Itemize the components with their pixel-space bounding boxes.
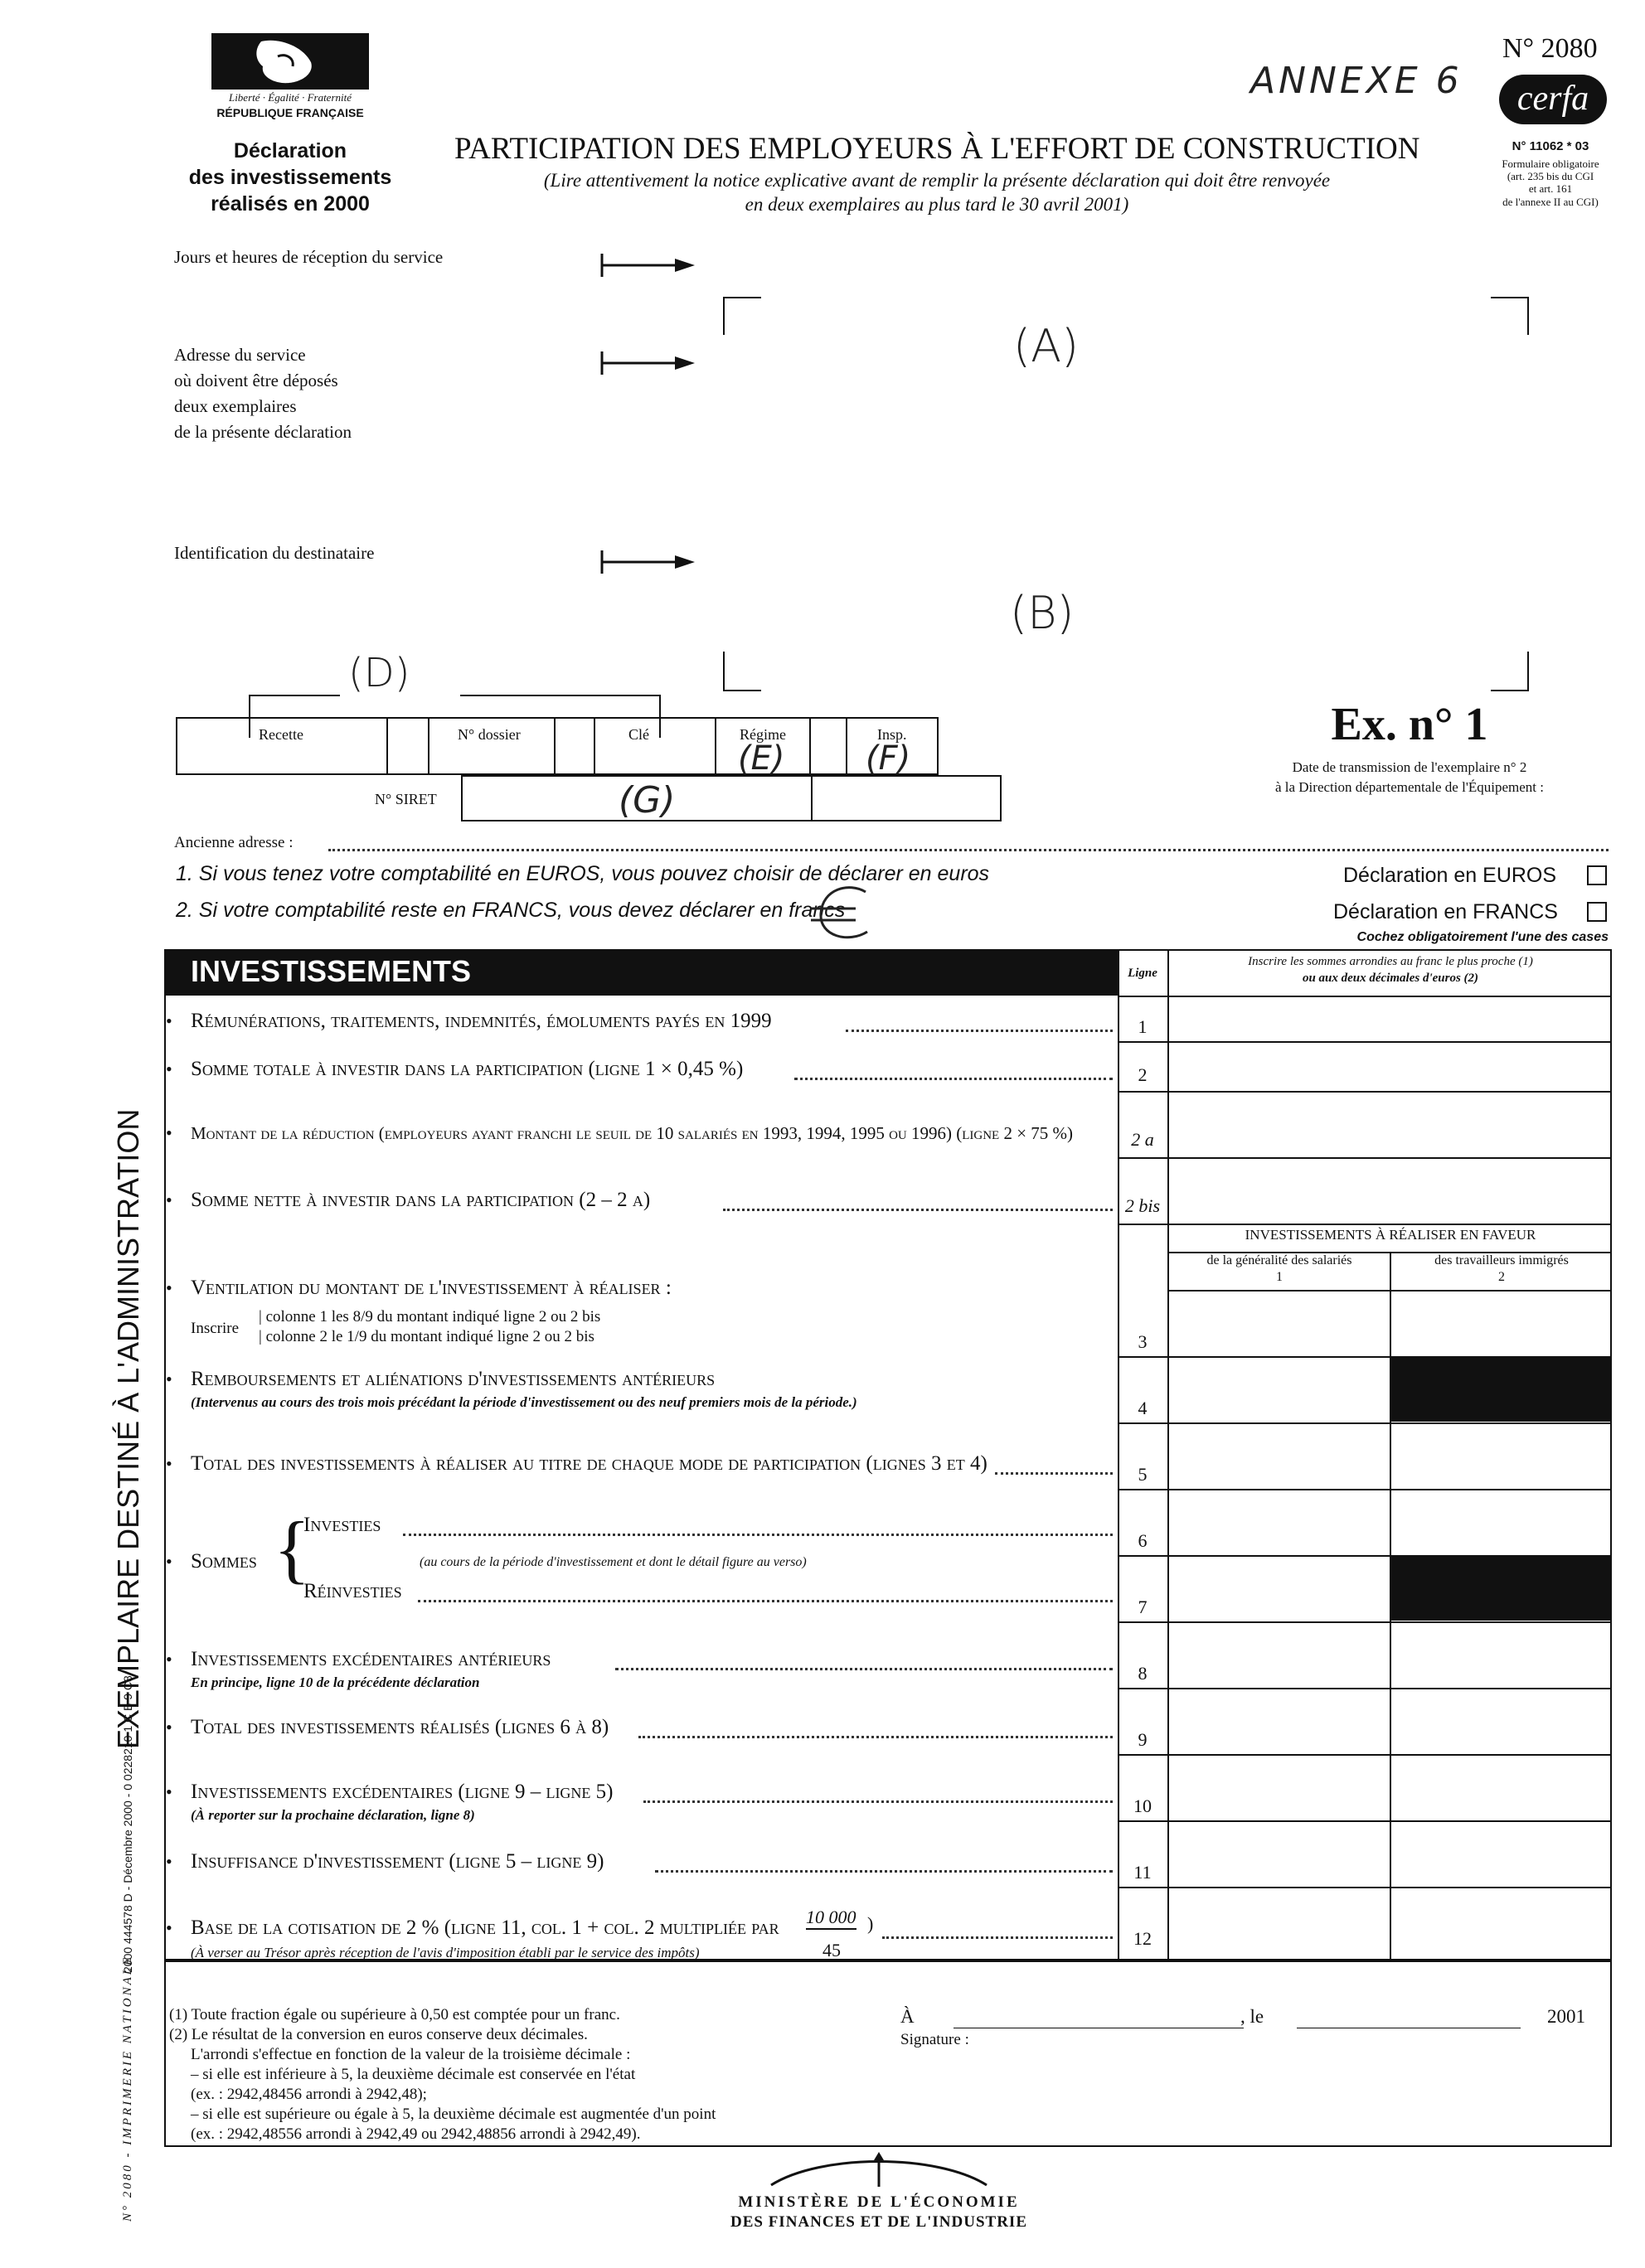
decl-euros-label: Déclaration en EUROS [1343, 864, 1557, 887]
row-label-2a: • Montant de la réduction (employeurs ayant franchi le seuil de 10 salariés en 1993, 1994, 1995 ou 1996) (ligne 2 × 75 %) [166, 1122, 1074, 1143]
fraction-close: ) [867, 1913, 874, 1934]
row-label-2: • Somme totale à investir dans la participation (ligne 1 × 0,45 %) [166, 1058, 744, 1080]
ligne-number: 8 [1138, 1663, 1148, 1684]
shaded-cell [1390, 1556, 1611, 1621]
obligatoire-1: Formulaire obligatoire [1502, 158, 1599, 170]
main-title: PARTICIPATION DES EMPLOYEURS À L'EFFORT DE CONSTRUCTION [454, 132, 1420, 166]
sommes-brace: { [274, 1506, 311, 1591]
cle-label: Clé [628, 726, 649, 743]
row-sub-8: En principe, ligne 10 de la précédente déclaration [191, 1674, 480, 1690]
decl-title-3: réalisés en 2000 [211, 192, 370, 216]
row-label-11: • Insuffisance d'investissement (ligne 5 – ligne 9) [166, 1850, 604, 1873]
inscrire-sub-2: | colonne 2 le 1/9 du montant indiqué ligne 2 ou 2 bis [259, 1328, 594, 1345]
row-label-9: • Total des investissements réalisés (lignes 6 à 8) [166, 1716, 609, 1738]
row-label-8: • Investissements excédentaires antérieurs [166, 1648, 551, 1670]
corner-mark [723, 297, 725, 335]
a-label: À [900, 2006, 915, 2027]
invest-header: INVESTISSEMENTS À RÉALISER EN FAVEUR [1245, 1227, 1536, 1243]
bracket-line [460, 695, 659, 696]
footnote-5: (ex. : 2942,48456 arrondi à 2942,48); [191, 2086, 427, 2103]
arrow-icon [599, 545, 698, 579]
ligne-number: 9 [1138, 1729, 1148, 1750]
row-label-6: Investies [303, 1514, 381, 1536]
code-divider [809, 717, 811, 775]
col-header-bottom [1167, 1290, 1612, 1292]
row-divider [1118, 1688, 1612, 1689]
ligne-number: 6 [1138, 1530, 1148, 1551]
ligne-number: 2 bis [1124, 1195, 1161, 1216]
exemplaire-title: Ex. n° 1 [1331, 699, 1488, 750]
vertical-printer-text: N° 2080 - IMPRIMERIE NATIONALE [121, 1955, 134, 2222]
adresse-line-1: Adresse du service [174, 345, 306, 365]
amount-field-2bis[interactable] [1169, 1159, 1610, 1223]
arrow-icon [599, 346, 698, 380]
euros-checkbox[interactable] [1587, 865, 1607, 885]
ligne-header: Ligne [1128, 967, 1157, 980]
row-label-2bis: • Somme nette à investir dans la participation (2 – 2 a) [166, 1189, 651, 1211]
corner-mark [723, 690, 761, 691]
row-sub-12: (À verser au Trésor après réception de l'avis d'imposition établi par le service des impôts) [191, 1945, 700, 1960]
amount-field-2a[interactable] [1169, 1093, 1610, 1156]
year-label: 2001 [1547, 2006, 1585, 2027]
option-2-text: 2. Si votre comptabilité reste en FRANCS, vous devez déclarer en francs [176, 899, 846, 922]
obligatoire-3: et art. 161 [1528, 182, 1573, 195]
signature-label: Signature : [900, 2031, 969, 2048]
insp-label: Insp. [877, 726, 907, 743]
inscrire-label: Inscrire [191, 1320, 240, 1337]
row-divider [1118, 1224, 1612, 1225]
marianne-icon [211, 33, 369, 90]
code-divider [846, 717, 847, 775]
francs-checkbox[interactable] [1587, 902, 1607, 922]
siret-field[interactable] [461, 775, 1002, 821]
row-sub-10: (À reporter sur la prochaine déclaration, ligne 8) [191, 1807, 475, 1823]
corner-mark [1491, 297, 1529, 298]
annexe-annotation: ANNEXE 6 [1250, 60, 1463, 102]
corner-mark [723, 297, 761, 298]
ligne-number: 1 [1138, 1016, 1148, 1037]
inscrire-sub-1: | colonne 1 les 8/9 du montant indiqué ligne 2 ou 2 bis [259, 1308, 601, 1325]
handwritten-g: (G) [619, 779, 676, 821]
ministry-arc-icon [763, 2149, 995, 2190]
row-divider [1118, 1422, 1612, 1424]
footnote-2: (2) Le résultat de la conversion en euros conserve deux décimales. [169, 2026, 588, 2043]
ligne-number: 2 [1138, 1064, 1148, 1085]
footnote-7: (ex. : 2942,48556 arrondi à 2942,49 ou 2942,48856 arrondi à 2942,49). [191, 2125, 641, 2143]
siret-label: N° SIRET [375, 791, 437, 807]
leader-dots [643, 1800, 1113, 1803]
footnote-6: – si elle est supérieure ou égale à 5, la deuxième décimale est augmentée d'un point [191, 2106, 716, 2123]
ligne-number: 10 [1133, 1796, 1152, 1816]
ancienne-adresse-label: Ancienne adresse : [174, 834, 294, 851]
amount-field-2[interactable] [1169, 1043, 1610, 1090]
leader-dots [995, 1472, 1113, 1475]
row-divider [1118, 1887, 1612, 1888]
fraction-numerator: 10 000 [806, 1907, 856, 1930]
row-divider [1118, 1621, 1612, 1623]
leader-dots [615, 1668, 1113, 1670]
republic-motto: Liberté · Égalité · Fraternité [228, 91, 352, 104]
row-label-12: • Base de la cotisation de 2 % (ligne 11, col. 1 + col. 2 multipliée par [166, 1917, 779, 1939]
col2-num: 2 [1498, 1270, 1505, 1284]
fraction-denominator: 45 [822, 1940, 841, 1960]
euro-annotation-icon [808, 880, 882, 947]
amount-field-1[interactable] [1169, 997, 1610, 1040]
code-divider [715, 717, 716, 775]
obligatoire-2: (art. 235 bis du CGI [1507, 170, 1594, 182]
row-divider [1118, 1489, 1612, 1490]
sommes-label: • Sommes [166, 1550, 257, 1573]
corner-mark [723, 652, 725, 690]
amount-header-2: ou aux deux décimales d'euros (2) [1302, 972, 1479, 985]
row-divider [1118, 1754, 1612, 1756]
ligne-number: 12 [1133, 1928, 1152, 1949]
row-sub-4: (Intervenus au cours des trois mois précédant la période d'investissement ou des neuf premiers mois de la période.) [191, 1394, 857, 1410]
ministry-line-1: MINISTÈRE DE L'ÉCONOMIE [738, 2193, 1020, 2211]
leader-dots [655, 1870, 1113, 1873]
row-label-5: • Total des investissements à réaliser au titre de chaque mode de participation (lignes 3 et 4) [166, 1452, 987, 1475]
ligne-number: 3 [1138, 1331, 1148, 1352]
handwritten-e: (E) [738, 739, 785, 778]
row-label-1: • Rémunérations, traitements, indemnités, émoluments payés en 1999 [166, 1010, 772, 1032]
leader-dots [794, 1078, 1113, 1080]
regime-label: Régime [740, 726, 786, 743]
handwritten-f: (F) [866, 739, 911, 778]
leader-dots [403, 1534, 1113, 1536]
form-number: N° 2080 [1502, 33, 1598, 64]
exemplaire-note-1: Date de transmission de l'exemplaire n° 2 [1292, 759, 1527, 775]
siret-divider [811, 775, 813, 821]
arrow-icon [599, 249, 698, 282]
code-divider [386, 717, 388, 775]
row-divider [1118, 1820, 1612, 1822]
row-label-10: • Investissements excédentaires (ligne 9 – ligne 5) [166, 1781, 614, 1803]
marianne-logo [211, 33, 369, 90]
col1-header: de la généralité des salariés [1206, 1253, 1352, 1267]
vertical-main-text: EXEMPLAIRE DESTINÉ À L'ADMINISTRATION [111, 1108, 145, 1749]
ministry-line-2: DES FINANCES ET DE L'INDUSTRIE [730, 2213, 1028, 2231]
ligne-number: 2 a [1131, 1129, 1154, 1150]
exemplaire-note-2: à la Direction départementale de l'Équipement : [1274, 779, 1545, 795]
ancienne-adresse-field[interactable] [328, 849, 1609, 851]
bracket-line [249, 695, 340, 696]
leader-dots [638, 1736, 1113, 1738]
adresse-line-4: de la présente déclaration [174, 422, 352, 442]
row-label-7: Réinvesties [303, 1580, 402, 1602]
cochez-note: Cochez obligatoirement l'une des cases [1356, 930, 1609, 944]
leader-dots [418, 1600, 1113, 1602]
code-divider [594, 717, 595, 775]
vertical-code-text: 2000 444578 D - Décembre 2000 - 0 0228210 1 C B 9 C8 [121, 1675, 134, 1973]
handwritten-d: (D) [348, 650, 410, 696]
decl-title-2: des investissements [188, 166, 392, 189]
republic-name: RÉPUBLIQUE FRANÇAISE [216, 106, 364, 119]
footnote-3: L'arrondi s'effectue en fonction de la valeur de la troisième décimale : [191, 2046, 631, 2063]
recette-label: Recette [259, 726, 303, 743]
ligne-number: 5 [1138, 1464, 1148, 1485]
decl-francs-label: Déclaration en FRANCS [1333, 900, 1558, 923]
table-title: INVESTISSEMENTS [191, 954, 472, 988]
le-label: , le [1240, 2006, 1264, 2027]
row-label-3: • Ventilation du montant de l'investissement à réaliser : [166, 1277, 672, 1299]
cerfa-logo [1499, 75, 1607, 124]
cerfa-number: N° 11062 * 03 [1512, 139, 1589, 153]
col1-num: 1 [1276, 1270, 1283, 1284]
corner-mark [1491, 690, 1529, 691]
ligne-number: 11 [1133, 1862, 1152, 1883]
cerfa-text: cerfa [1516, 80, 1589, 118]
subtitle-line-2: en deux exemplaires au plus tard le 30 avril 2001) [745, 194, 1129, 215]
corner-mark [1527, 297, 1529, 335]
footnote-1: (1) Toute fraction égale ou supérieure à 0,50 est comptée pour un franc. [169, 2006, 620, 2023]
handwritten-a: (A) [1013, 320, 1080, 372]
shaded-cell [1390, 1357, 1611, 1422]
sommes-middle-note: (au cours de la période d'investissement et dont le détail figure au verso) [420, 1555, 807, 1569]
dossier-label: N° dossier [458, 726, 521, 743]
identification-label: Identification du destinataire [174, 543, 375, 563]
footnote-4: – si elle est inférieure à 5, la deuxième décimale est conservée en l'état [191, 2066, 636, 2083]
col2-header: des travailleurs immigrés [1434, 1253, 1569, 1267]
code-divider [554, 717, 556, 775]
decl-title-1: Déclaration [233, 139, 347, 162]
ligne-number: 4 [1138, 1398, 1148, 1418]
adresse-line-3: deux exemplaires [174, 396, 297, 416]
subtitle-line-1: (Lire attentivement la notice explicative avant de remplir la présente déclaration qui doit être renvoyée [543, 170, 1331, 191]
row-label-4: • Remboursements et aliénations d'investissements antérieurs [166, 1368, 716, 1390]
code-divider [428, 717, 429, 775]
adresse-line-2: où doivent être déposés [174, 371, 338, 390]
leader-dots [882, 1936, 1113, 1939]
ligne-number: 7 [1138, 1597, 1148, 1617]
jours-label: Jours et heures de réception du service [174, 247, 444, 267]
corner-mark [1527, 652, 1529, 690]
leader-dots [846, 1030, 1113, 1032]
option-1-text: 1. Si vous tenez votre comptabilité en EUROS, vous pouvez choisir de déclarer en euros [176, 862, 990, 885]
handwritten-b: (B) [1010, 587, 1075, 639]
amount-header-1: Inscrire les sommes arrondies au franc le plus proche (1) [1248, 955, 1533, 968]
leader-dots [723, 1209, 1113, 1211]
obligatoire-4: de l'annexe II au CGI) [1502, 196, 1599, 208]
